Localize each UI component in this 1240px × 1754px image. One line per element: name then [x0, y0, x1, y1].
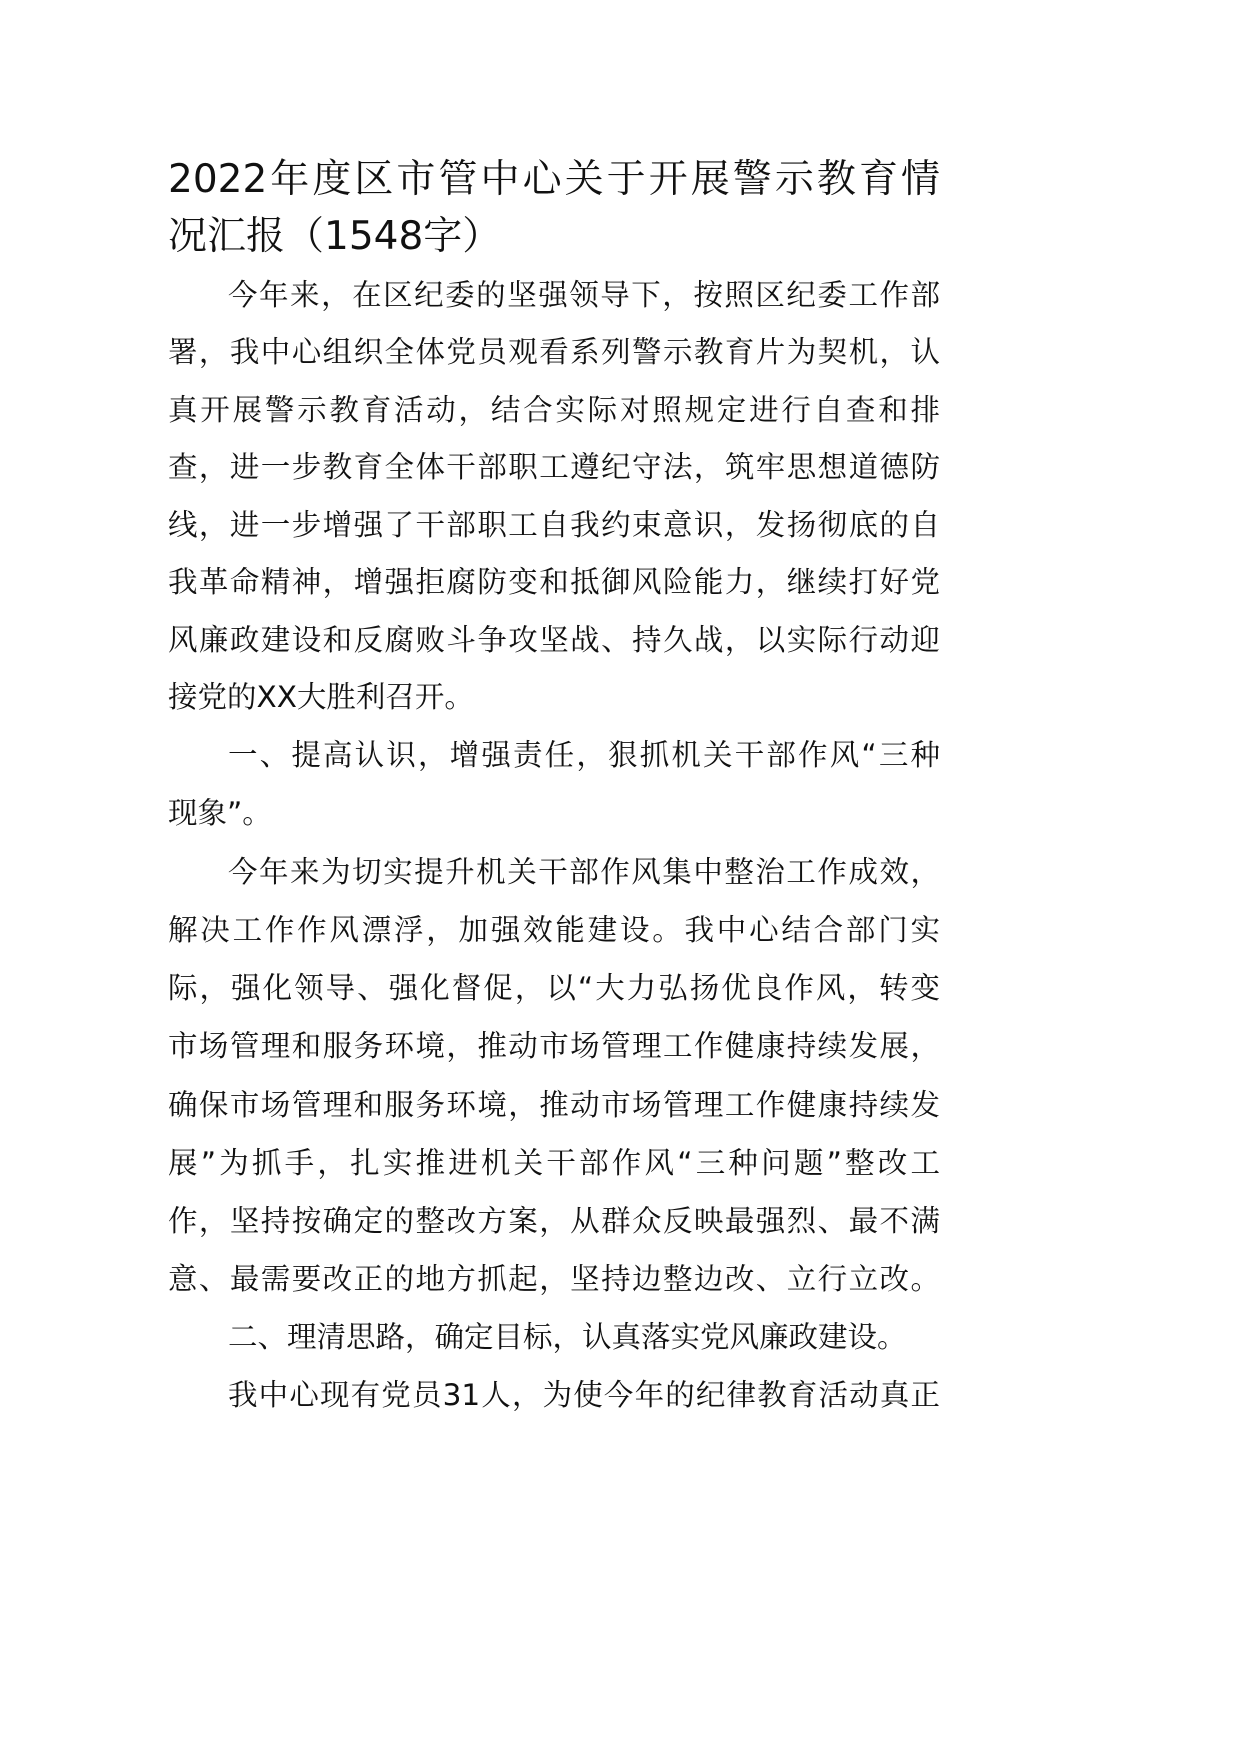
paragraph-2-line: 作，坚持按确定的整改方案，从群众反映最强烈、最不满 — [168, 1204, 940, 1238]
paragraph-1-line: 查，进一步教育全体干部职工遵纪守法，筑牢思想道德防 — [168, 450, 940, 484]
paragraph-2-line: 今年来为切实提升机关干部作风集中整治工作成效， — [228, 855, 940, 889]
section-heading-1-line: 现象”。 — [168, 796, 272, 830]
paragraph-3-line: 我中心现有党员31人，为使今年的纪律教育活动真正 — [228, 1378, 940, 1412]
paragraph-2-line: 市场管理和服务环境，推动市场管理工作健康持续发展， — [168, 1029, 940, 1063]
paragraph-1-line: 署，我中心组织全体党员观看系列警示教育片为契机，认 — [168, 335, 940, 369]
document-title-line-1: 2022年度区市管中心关于开展警示教育情 — [168, 157, 940, 202]
paragraph-1-line: 线，进一步增强了干部职工自我约束意识，发扬彻底的自 — [168, 508, 940, 542]
paragraph-1-line: 今年来，在区纪委的坚强领导下，按照区纪委工作部 — [228, 278, 940, 312]
paragraph-2-line: 确保市场管理和服务环境，推动市场管理工作健康持续发 — [168, 1088, 940, 1122]
paragraph-1-line: 我革命精神，增强拒腐防变和抵御风险能力，继续打好党 — [168, 565, 940, 599]
document-title-line-2: 况汇报（1548字） — [168, 214, 502, 259]
paragraph-2-line: 解决工作作风漂浮，加强效能建设。我中心结合部门实 — [168, 913, 940, 947]
paragraph-2-line: 展”为抓手，扎实推进机关干部作风“三种问题”整改工 — [168, 1146, 940, 1180]
paragraph-1-line: 真开展警示教育活动，结合实际对照规定进行自查和排 — [168, 393, 940, 427]
section-heading-2: 二、理清思路，确定目标，认真落实党风廉政建设。 — [228, 1320, 907, 1354]
paragraph-1-line: 接党的XX大胜利召开。 — [168, 680, 474, 714]
paragraph-2-line: 意、最需要改正的地方抓起，坚持边整边改、立行立改。 — [168, 1262, 940, 1296]
paragraph-1-line: 风廉政建设和反腐败斗争攻坚战、持久战，以实际行动迎 — [168, 623, 940, 657]
paragraph-2-line: 际，强化领导、强化督促，以“大力弘扬优良作风，转变 — [168, 971, 940, 1005]
section-heading-1-line: 一、提高认识，增强责任，狠抓机关干部作风“三种 — [228, 738, 940, 772]
